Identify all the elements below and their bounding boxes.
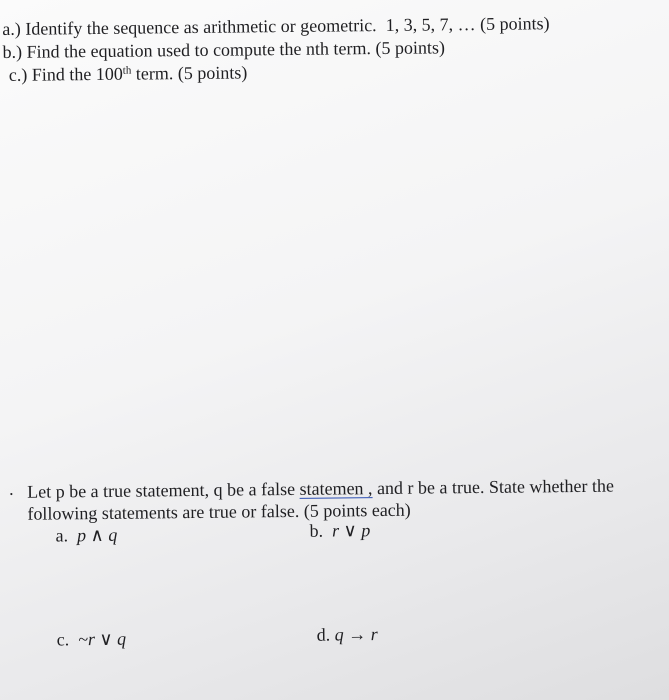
question-c xyxy=(9,61,248,85)
logic-item-a-label: a. xyxy=(55,525,69,546)
logic-item-b-label: b. xyxy=(309,520,324,541)
logic-item-b-expr: r ∨ p xyxy=(331,520,371,541)
question-c-points: (5 points) xyxy=(177,62,248,84)
question-a-points: (5 points) xyxy=(480,13,550,34)
question-c-label: c.) xyxy=(8,64,28,85)
question-c-text-before: Find the 100 xyxy=(31,63,123,85)
question-a-label: a.) xyxy=(2,18,21,39)
question-c-superscript: th xyxy=(122,64,132,77)
logic-item-d-expr: q → r xyxy=(334,624,378,645)
logic-item-b xyxy=(309,519,370,542)
question-a-text: Identify the sequence as arithmetic or geometric. xyxy=(25,15,377,39)
question-a xyxy=(2,12,550,40)
question-b-points: (5 points) xyxy=(375,37,446,59)
logic-item-d-label: d. xyxy=(316,624,331,645)
question-a-sequence: 1, 3, 5, 7, … xyxy=(385,14,476,35)
logic-problem-line-2: following statements are true or false. (5 points each) xyxy=(27,499,411,524)
logic-item-c xyxy=(57,628,127,651)
logic-item-a-expr: p ∧ q xyxy=(77,524,118,546)
logic-item-c-expr: ~r ∨ q xyxy=(78,628,127,650)
logic-item-c-label: c. xyxy=(56,629,70,650)
logic-problem-line-1 xyxy=(27,475,614,503)
logic-line1-part2: and r be a true. State whether the xyxy=(376,475,615,499)
logic-line1-underlined: statemen , xyxy=(299,478,373,499)
question-b xyxy=(2,36,445,63)
question-b-label: b.) xyxy=(2,41,23,62)
question-c-text-after: term. xyxy=(135,63,174,84)
question-b-text: Find the equation used to compute the nth term. xyxy=(26,38,372,62)
logic-item-a xyxy=(55,524,117,547)
problem-bullet: . xyxy=(9,478,14,499)
logic-item-d xyxy=(317,623,378,646)
logic-line1-part1: Let p be a true statement, q be a false xyxy=(27,478,296,502)
